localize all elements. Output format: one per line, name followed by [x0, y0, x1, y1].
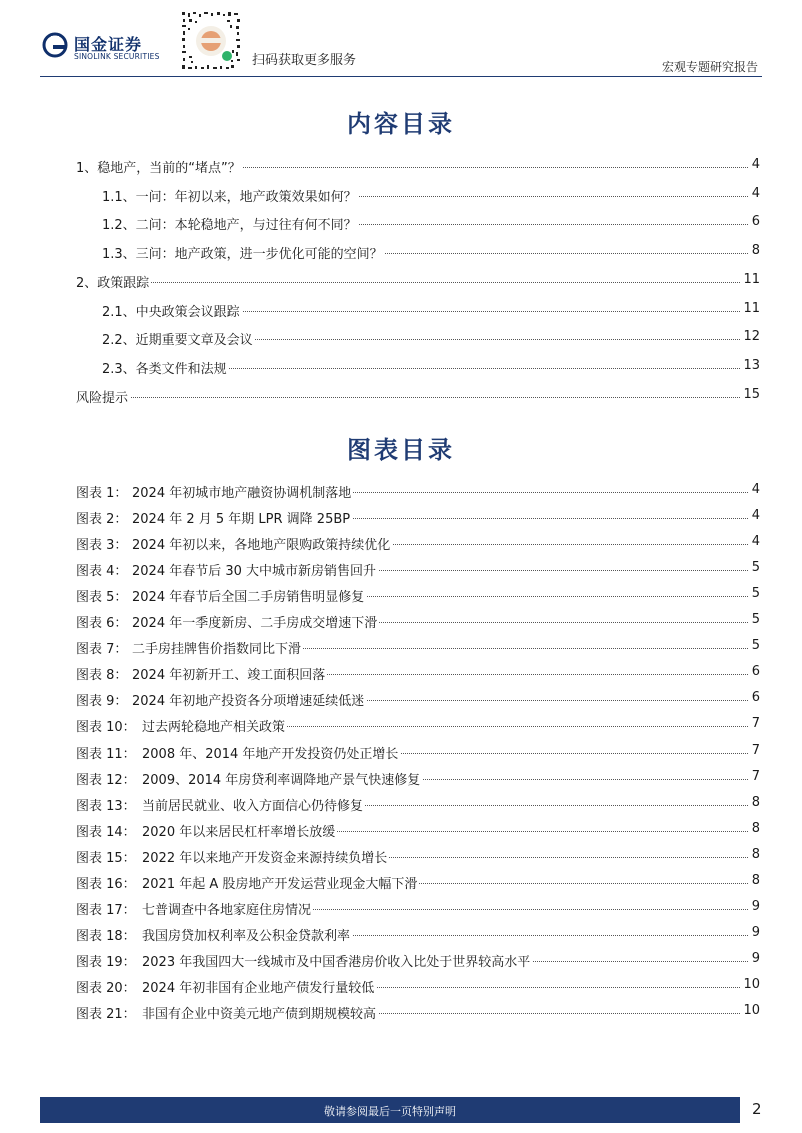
toc-entry-label: 风险提示	[76, 387, 130, 406]
toc-entry-label: 1.3、三问：地产政策，进一步优化可能的空间？	[102, 243, 385, 262]
figure-entry[interactable]	[0, 534, 802, 554]
report-type: 宏观专题研究报告	[661, 60, 758, 74]
figure-entry-number: 图表 13：	[76, 795, 136, 814]
figure-entry[interactable]	[0, 847, 802, 867]
figure-entry-page: 10	[740, 1003, 760, 1018]
figure-entry-number: 图表 18：	[76, 925, 136, 944]
figure-entry-number: 图表 20：	[76, 977, 136, 996]
toc-entry[interactable]	[0, 272, 802, 292]
figure-entry-page: 7	[749, 743, 760, 758]
toc-entry-page: 11	[740, 301, 760, 316]
logo-chinese-name: 国金证券	[74, 35, 143, 54]
toc-entry-label: 1.2、二问：本轮稳地产，与过往有何不同？	[102, 214, 359, 233]
figure-entry-page: 5	[749, 638, 760, 653]
page-header	[0, 0, 802, 80]
figure-entry[interactable]	[0, 977, 802, 997]
figure-entry[interactable]	[0, 951, 802, 971]
header-divider	[40, 76, 762, 77]
figure-entry-page: 10	[740, 977, 760, 992]
toc-entry[interactable]	[0, 186, 802, 206]
figure-entry-number: 图表 16：	[76, 873, 136, 892]
figure-entry-number: 图表 2：	[76, 508, 127, 527]
figure-entry-number: 图表 10：	[76, 716, 136, 735]
toc-entry[interactable]	[0, 157, 802, 177]
figure-entry-title: 我国房贷加权利率及公积金贷款利率	[142, 925, 352, 944]
figure-entry-page: 4	[749, 534, 760, 549]
figure-entry-title: 2009、2014 年房贷利率调降地产景气快速修复	[142, 769, 422, 788]
figure-entry-number: 图表 7：	[76, 638, 127, 657]
figure-entry-title: 2024 年初地产投资各分项增速延续低迷	[132, 690, 366, 709]
figure-entry-title: 七普调查中各地家庭住房情况	[142, 899, 313, 918]
figures-title: 图表目录	[347, 435, 455, 464]
toc-dot-leader	[80, 397, 752, 398]
figure-entry-title: 2024 年初以来，各地地产限购政策持续优化	[132, 534, 392, 553]
figure-entry-title: 过去两轮稳地产相关政策	[142, 716, 287, 735]
figure-entry[interactable]	[0, 899, 802, 919]
figure-entry[interactable]	[0, 638, 802, 658]
figure-entry-title: 2008 年、2014 年地产开发投资仍处正增长	[142, 743, 400, 762]
figure-entry[interactable]	[0, 508, 802, 528]
figure-entry-title: 2024 年初新开工、竣工面积回落	[132, 664, 327, 683]
toc-entry[interactable]	[0, 214, 802, 234]
logo-mark-icon	[42, 32, 68, 58]
figure-entry-number: 图表 8：	[76, 664, 127, 683]
toc-entry-label: 2、政策跟踪	[76, 272, 151, 291]
figure-entry-number: 图表 11：	[76, 743, 136, 762]
figure-entry-number: 图表 4：	[76, 560, 127, 579]
logo-english-name: SINOLINK SECURITIES	[74, 52, 160, 61]
toc-entry[interactable]	[0, 358, 802, 378]
figure-entry-title: 2024 年初城市地产融资协调机制落地	[132, 482, 353, 501]
toc-entry-page: 11	[740, 272, 760, 287]
toc-dot-leader	[80, 282, 752, 283]
figure-entry-number: 图表 12：	[76, 769, 136, 788]
toc-entry-page: 15	[740, 387, 760, 402]
figure-entry-title: 2021 年起 A 股房地产开发运营业现金大幅下滑	[142, 873, 419, 892]
figure-entry[interactable]	[0, 664, 802, 684]
toc-entry[interactable]	[0, 387, 802, 407]
figure-entry-number: 图表 9：	[76, 690, 127, 709]
figure-entry-title: 2024 年初非国有企业地产债发行量较低	[142, 977, 376, 996]
figure-entry-number: 图表 17：	[76, 899, 136, 918]
figure-entry-title: 2024 年春节后全国二手房销售明显修复	[132, 586, 366, 605]
toc-entry[interactable]	[0, 301, 802, 321]
figure-entry-number: 图表 21：	[76, 1003, 136, 1022]
toc-entry-page: 12	[740, 329, 760, 344]
toc-entry-label: 2.2、近期重要文章及会议	[102, 329, 255, 348]
contents-title: 内容目录	[347, 109, 455, 138]
figure-entry-title: 2024 年春节后 30 大中城市新房销售回升	[132, 560, 378, 579]
figure-entry-title: 2020 年以来居民杠杆率增长放缓	[142, 821, 337, 840]
figure-entry-title: 二手房挂牌售价指数同比下滑	[132, 638, 303, 657]
figure-entry-page: 5	[749, 560, 760, 575]
figure-entry[interactable]	[0, 560, 802, 580]
toc-entry[interactable]	[0, 329, 802, 349]
figure-entry-page: 5	[749, 586, 760, 601]
figure-entry-page: 8	[749, 873, 760, 888]
figure-entry-number: 图表 14：	[76, 821, 136, 840]
figure-entry[interactable]	[0, 690, 802, 710]
toc-entry-label: 1.1、一问：年初以来，地产政策效果如何？	[102, 186, 359, 205]
footer-bar	[40, 1097, 740, 1123]
figure-entry[interactable]	[0, 743, 802, 763]
figure-entry[interactable]	[0, 769, 802, 789]
figure-entry[interactable]	[0, 482, 802, 502]
figure-entry[interactable]	[0, 1003, 802, 1023]
figure-entry-page: 5	[749, 612, 760, 627]
figure-entry[interactable]	[0, 795, 802, 815]
toc-entry-page: 4	[749, 186, 760, 201]
figure-entry-page: 9	[749, 951, 760, 966]
figure-entry-title: 当前居民就业、收入方面信心仍待修复	[142, 795, 365, 814]
scan-prompt: 扫码获取更多服务	[252, 53, 357, 68]
toc-entry-page: 13	[740, 358, 760, 373]
toc-entry-label: 1、稳地产，当前的“堵点”？	[76, 157, 243, 176]
figure-entry-page: 6	[749, 690, 760, 705]
figure-entry-page: 6	[749, 664, 760, 679]
figure-entry-title: 2024 年 2 月 5 年期 LPR 调降 25BP	[132, 508, 352, 527]
figure-entry-page: 7	[749, 769, 760, 784]
figure-entry-number: 图表 6：	[76, 612, 127, 631]
figure-entry[interactable]	[0, 586, 802, 606]
toc-entry-page: 8	[749, 243, 760, 258]
figure-entry-number: 图表 3：	[76, 534, 127, 553]
figure-entry[interactable]	[0, 925, 802, 945]
toc-entry-page: 4	[749, 157, 760, 172]
figure-entry[interactable]	[0, 873, 802, 893]
figure-entry-page: 9	[749, 925, 760, 940]
toc-entry[interactable]	[0, 243, 802, 263]
footer-disclaimer: 敬请参阅最后一页特别声明	[324, 1105, 456, 1118]
toc-entry-label: 2.3、各类文件和法规	[102, 358, 229, 377]
figure-entry-page: 8	[749, 821, 760, 836]
page-number: 2	[752, 1100, 762, 1118]
figure-entry[interactable]	[0, 716, 802, 736]
toc-entry-label: 2.1、中央政策会议跟踪	[102, 301, 242, 320]
figure-entry-page: 4	[749, 508, 760, 523]
figure-entry-page: 8	[749, 847, 760, 862]
figure-entry-title: 2024 年一季度新房、二手房成交增速下滑	[132, 612, 379, 631]
figure-entry-page: 8	[749, 795, 760, 810]
figure-entry-number: 图表 1：	[76, 482, 127, 501]
figure-entry-page: 9	[749, 899, 760, 914]
qr-code-icon[interactable]	[180, 10, 242, 72]
figure-entry-number: 图表 15：	[76, 847, 136, 866]
figure-entry[interactable]	[0, 612, 802, 632]
figure-entry-number: 图表 5：	[76, 586, 127, 605]
figure-entry-number: 图表 19：	[76, 951, 136, 970]
figure-entry[interactable]	[0, 821, 802, 841]
toc-entry-page: 6	[749, 214, 760, 229]
figure-entry-page: 4	[749, 482, 760, 497]
figure-entry-title: 2022 年以来地产开发资金来源持续负增长	[142, 847, 389, 866]
figure-entry-page: 7	[749, 716, 760, 731]
company-logo	[42, 30, 172, 64]
figure-entry-title: 2023 年我国四大一线城市及中国香港房价收入比处于世界较高水平	[142, 951, 532, 970]
figure-entry-title: 非国有企业中资美元地产债到期规模较高	[142, 1003, 378, 1022]
